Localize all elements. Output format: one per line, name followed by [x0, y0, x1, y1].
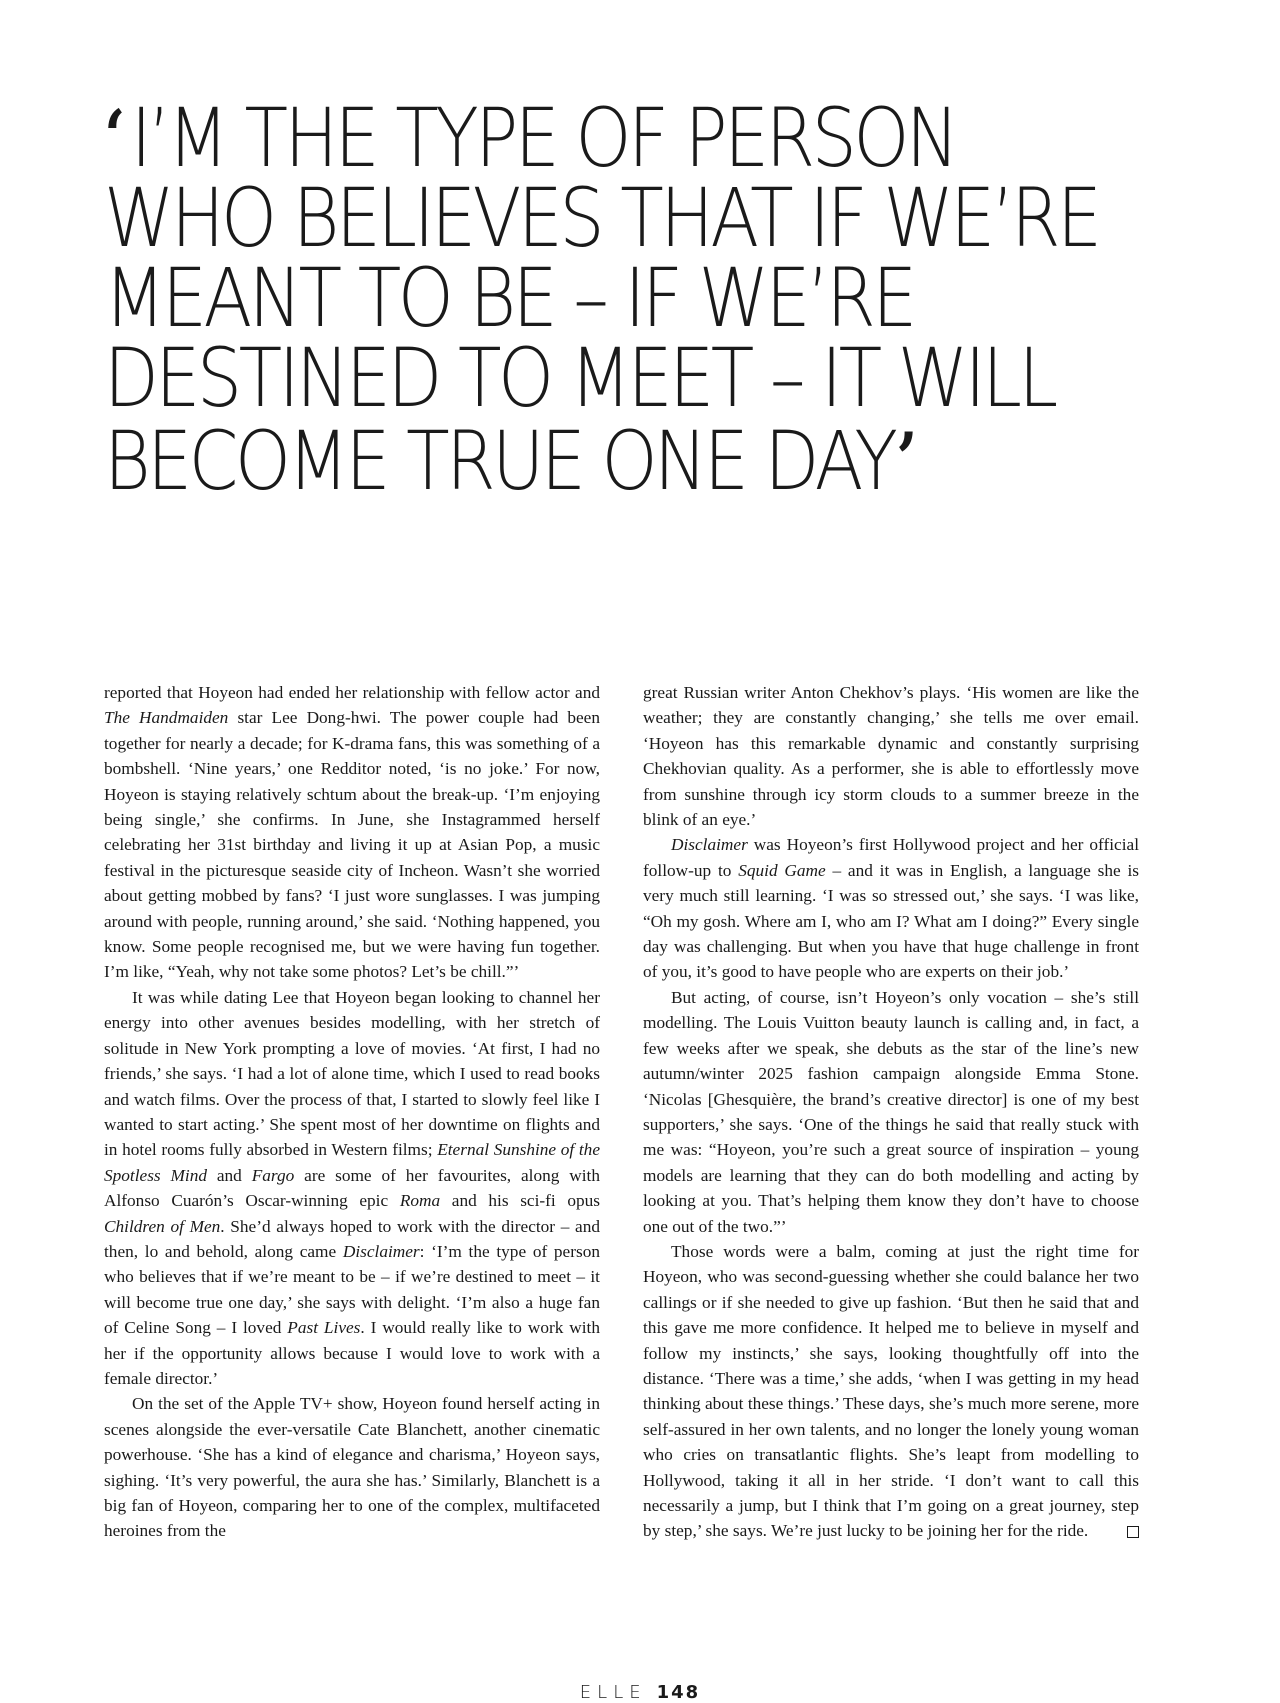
pull-quote-line-5	[104, 415, 1054, 509]
magazine-name: ELLE	[579, 1682, 647, 1703]
text-run: . She’d always hoped to work with the director – and then, lo and behold, along came	[104, 1216, 600, 1261]
pull-quote-line-1	[104, 92, 1054, 186]
film-title: Past Lives	[287, 1318, 361, 1338]
open-quote-mark: ‘	[104, 94, 126, 177]
paragraph	[104, 680, 600, 985]
paragraph	[643, 1239, 1139, 1544]
text-run: are some of her favourites, along with Alfonso Cuarón’s Oscar-winning epic	[104, 1165, 600, 1211]
page-number: 148	[656, 1682, 701, 1703]
pull-quote-line-4: DESTINED TO MEET – IT WILL	[104, 332, 1055, 426]
film-title: Roma	[399, 1191, 441, 1211]
text-run: : ‘I’m the type of person who believes that if we’re meant to be – if we’re destined to meet – it will become true one day,’ she says with delight. ‘I’m also a huge fan of Celine Song – I loved	[104, 1241, 600, 1338]
paragraph: great Russian writer Anton Chekhov’s plays. ‘His women are like the weather; they are constantly changing,’ she tells me over email. ‘Hoyeon has this remarkable dynamic and constantly surprising Chekhovian quality. As a performer, she is able to effortlessly move from sunshine through icy storm clouds to a summer breeze in the blink of an eye.’	[643, 683, 1139, 830]
pull-quote	[104, 92, 1099, 509]
paragraph: But acting, of course, isn’t Hoyeon’s only vocation – she’s still modelling. The Louis Vuitton beauty launch is calling and, in fact, a few weeks after we speak, she debuts as the star of the line’s new autumn/winter 2025 fashion campaign alongside Emma Stone. ‘Nicolas [Ghesquière, the brand’s creative director] is one of my best supporters,’ she says. ‘One of the things he said that really stuck with me was: “Hoyeon, you’re such a great source of inspiration – young models are learning that they can do both modelling and acting by looking at you. That’s helping them know they don’t have to choose one out of the two.”’	[643, 987, 1139, 1236]
text-run: was Hoyeon’s first Hollywood project and her official follow-up to	[643, 835, 1139, 880]
show-title: Squid Game	[738, 860, 826, 880]
text-run: Those words were a balm, coming at just the right time for Hoyeon, who was second-guessing whether she could balance her two callings or if she needed to give up fashion. ‘But then he said that and this gave me more confidence. It helped me to believe in myself and follow my instincts,’ she says, looking thoughtfully off into the distance. ‘There was a time,’ she adds, ‘when I was getting in my head thinking about these things.’ These days, she’s much more serene, more self-assured in her own talents, and no longer the lonely young woman who cries on transatlantic flights. She’s leapt from modelling to Hollywood, taking it all in her stride. ‘I don’t want to call this necessarily a jump, but I think that I’m going on a great journey, step by step,’ she says. We’re just lucky to be joining her for the ride.	[643, 1241, 1139, 1541]
page-footer	[0, 1682, 1280, 1703]
film-title: Eternal Sunshine of the Spotless Mind	[104, 1140, 600, 1185]
close-quote-mark: ’	[896, 417, 918, 500]
text-run: . I would really like to work with her if the opportunity allows because I would love to work with a female director.’	[104, 1318, 601, 1388]
article-column-left	[104, 680, 600, 1544]
film-title: Children of Men	[104, 1216, 221, 1236]
text-run: – and it was in English, a language she is very much still learning. ‘I was so stressed out,’ she says. ‘I was like, “Oh my gosh. Where am I, who am I? What am I doing?” Every single day was challenging. But when you have that huge challenge in front of you, it’s good to have people who are experts on their job.’	[643, 860, 1139, 982]
pull-quote-line-3: MEANT TO BE – IF WE’RE	[104, 252, 914, 346]
film-title: Fargo	[251, 1165, 295, 1185]
show-title: Disclaimer	[342, 1241, 420, 1261]
pull-quote-line-1-text: I’M THE TYPE OF PERSON	[130, 92, 956, 186]
text-run: reported that Hoyeon had ended her relationship with fellow actor and	[104, 683, 600, 702]
text-run: and his sci-fi opus	[440, 1191, 600, 1211]
paragraph	[104, 985, 600, 1392]
show-title: Disclaimer	[671, 835, 748, 855]
pull-quote-line-2: WHO BELIEVES THAT IF WE’RE	[104, 172, 1099, 266]
text-run: star Lee Dong-hwi. The power couple had been together for nearly a decade; for K-drama fans, this was something of a bombshell. ‘Nine years,’ one Redditor noted, ‘is no joke.’ For now, Hoyeon is staying relatively schtum about the break-up. ‘I’m enjoying being single,’ she confirms. In June, she Instagrammed herself celebrating her 31st birthday and living it up at Asian Pop, a music festival in the picturesque seaside city of Incheon. Wasn’t she worried about getting mobbed by fans? ‘I just wore sunglasses. I was jumping around with people, running around,’ she said. ‘Nothing happened, you know. Some people recognised me, but we were having fun together. I’m like, “Yeah, why not take some photos? Let’s be chill.”’	[104, 708, 600, 982]
pull-quote-line-5-text: BECOME TRUE ONE DAY	[104, 415, 895, 509]
text-run: and	[207, 1165, 252, 1185]
article-column-right	[643, 680, 1139, 1544]
text-run: It was while dating Lee that Hoyeon began looking to channel her energy into other avenues besides modelling, with her stretch of solitude in New York prompting a love of movies. ‘At first, I had no friends,’ she says. ‘I had a lot of alone time, which I used to read books and watch films. Over the process of that, I started to slowly feel like I wanted to start acting.’ She spent most of her downtime on flights and in hotel rooms fully absorbed in Western films;	[104, 987, 600, 1160]
paragraph: On the set of the Apple TV+ show, Hoyeon found herself acting in scenes alongside the ever-versatile Cate Blanchett, another cinematic powerhouse. ‘She has a kind of elegance and charisma,’ Hoyeon says, sighing. ‘It’s very powerful, the aura she has.’ Similarly, Blanchett is a big fan of Hoyeon, comparing her to one of the complex, multifaceted heroines from the	[104, 1394, 600, 1541]
paragraph	[643, 832, 1139, 984]
film-title: The Handmaiden	[104, 708, 229, 728]
end-mark-icon	[1127, 1526, 1139, 1538]
